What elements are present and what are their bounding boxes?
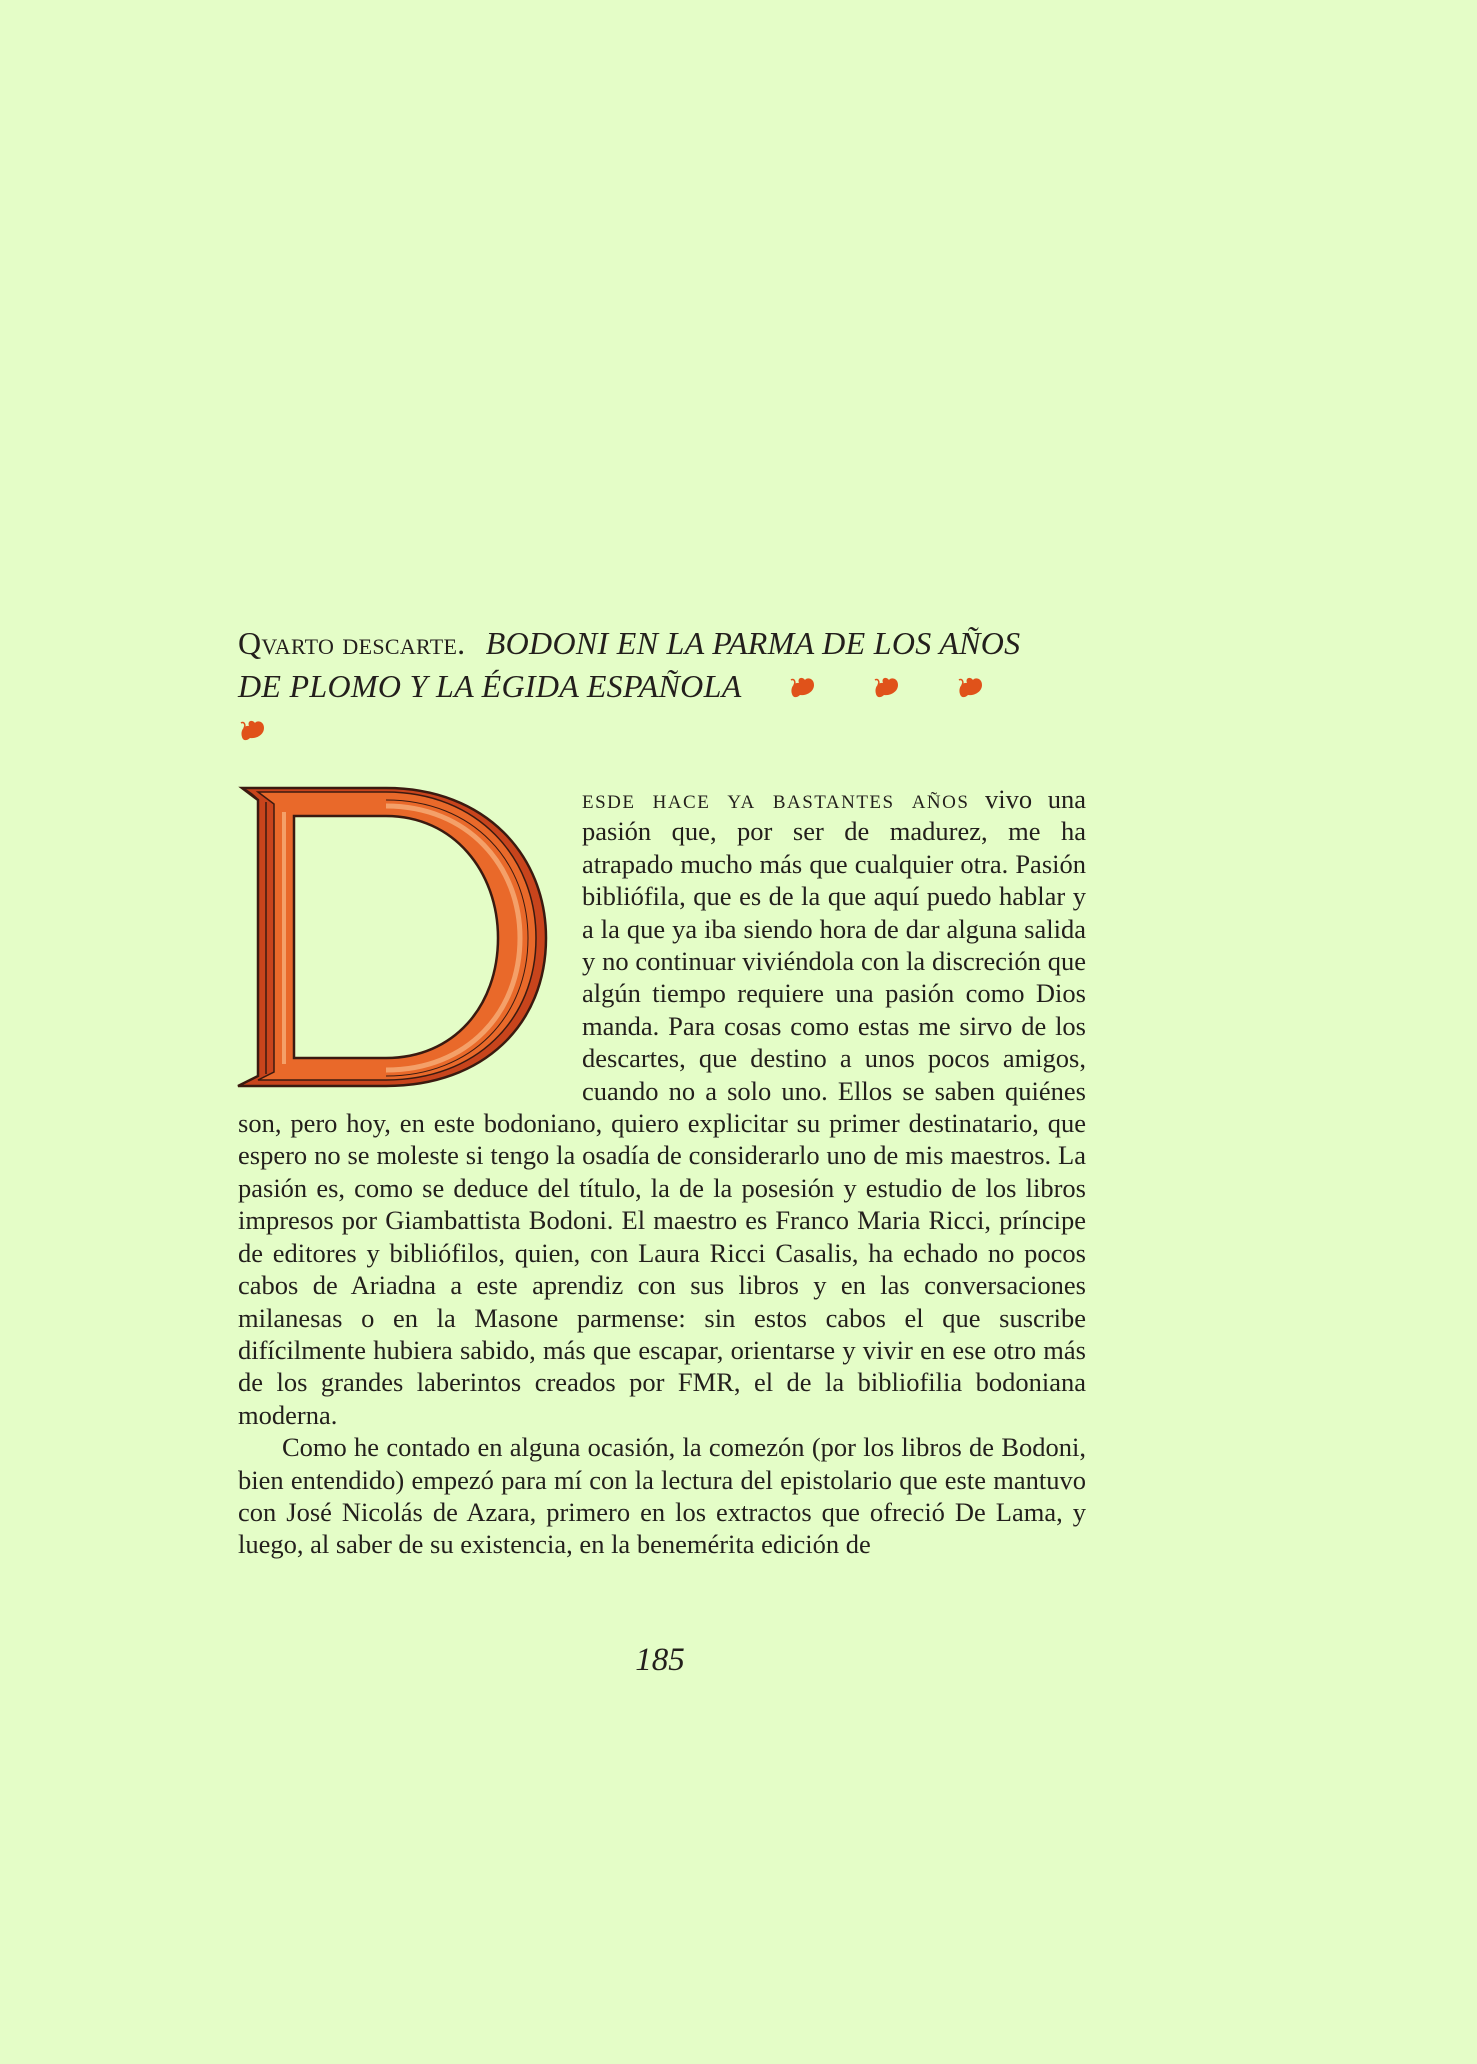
- fleuron-icon: [872, 674, 902, 700]
- chapter-title-line-1: BODONI EN LA PARMA DE LOS AÑOS: [485, 625, 1021, 661]
- paragraph-2: Como he contado en alguna ocasión, la comezón (por los libros de Bodoni, bien entendido) empezó para mí con la lectura del epistolario que este mantuvo con José Nicolás de Azara, primero en los extractos que ofreció De Lama, y luego, al saber de su existencia, en la benemérita edición de: [238, 1432, 1086, 1560]
- paragraph-1-text: vivo una pasión que, por ser de madurez, me ha atrapado mucho más que cualquier otra. Pasión bibliófila, que es de la que aquí puedo hablar y a la que ya iba siendo hora de dar alguna salida y no continuar viviéndola con la discreción que algún tiempo requiere una pasión como Dios manda. Para cosas como estas me sirvo de los descartes, que destino a unos pocos amigos, cuando no a solo uno. Ellos se saben quiénes son, pero hoy, en este bodoniano, quiero explicitar su primer destinatario, que espero no se moleste si tengo la osadía de considerarlo uno de mis maestros. La pasión es, como se deduce del título, la de la posesión y estudio de los libros impresos por Giambattista Bodoni. El maestro es Franco Maria Ricci, príncipe de editores y bibliófilos, quien, con Laura Ricci Casalis, ha echado no pocos cabos de Ariadna a este aprendiz con sus libros y en las conversaciones milanesas o en la Masone parmense: sin estos cabos el que suscribe difícilmente hubiera sabido, más que escapar, orientarse y vivir en ese otro más de los grandes laberintos creados por FMR, el de la bibliofilia bodoniana moderna.: [238, 784, 1086, 1430]
- body-text: [238, 783, 1086, 1561]
- drop-cap-space: [238, 783, 582, 1103]
- chapter-label: Qvarto descarte.: [238, 625, 466, 661]
- fleuron-icon: [238, 717, 268, 743]
- fleuron-icon: [956, 674, 986, 700]
- chapter-title-line-2: DE PLOMO Y LA ÉGIDA ESPAÑOLA: [238, 668, 742, 704]
- chapter-heading: [238, 622, 1088, 751]
- fleuron-icon: [788, 674, 818, 700]
- page-number: 185: [635, 1642, 685, 1678]
- opening-words: esde hace ya bastantes años: [582, 784, 970, 814]
